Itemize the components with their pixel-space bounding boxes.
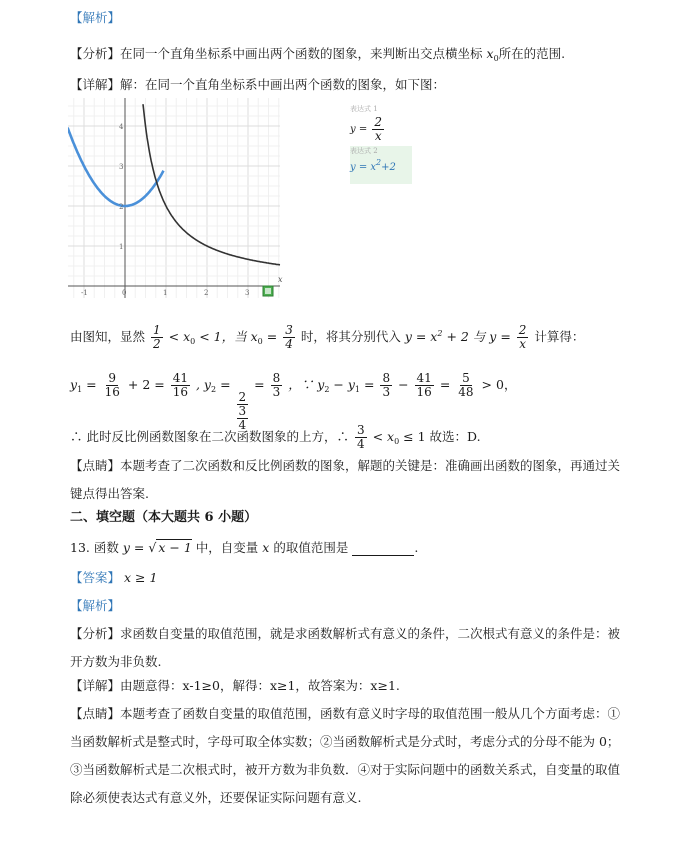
q13-pre: 函数 bbox=[93, 540, 119, 555]
p2-y2-sub: 2 bbox=[211, 385, 217, 394]
legend1-fraction: $\frac{2}{x}$ bbox=[374, 115, 383, 143]
p1-end: 计算得： bbox=[534, 329, 585, 344]
q13-sqrt: √ x − 1 bbox=[148, 540, 192, 555]
xiangjie-paragraph bbox=[70, 77, 445, 93]
x-tick-labels bbox=[81, 289, 249, 297]
y-tick-label: 2 bbox=[119, 203, 124, 211]
q13-post2: 的取值范围是 bbox=[273, 540, 349, 555]
p1-mid3: = bbox=[266, 329, 278, 344]
p2-comma-y2: , y bbox=[195, 377, 211, 392]
legend2-tail: +2 bbox=[381, 162, 396, 173]
p2-diff-mid: − y bbox=[333, 377, 355, 392]
p2-plus2: + 2 = bbox=[127, 377, 165, 392]
p2-frac-a: $\frac{9}{16}$ bbox=[104, 371, 120, 399]
paragraph-conclusion bbox=[70, 424, 481, 451]
p1-expr1-tail: + 2 与 y = bbox=[446, 329, 511, 344]
p2-eq5: = bbox=[439, 377, 451, 392]
quadratic-curve bbox=[68, 128, 164, 206]
legend1-lhs: y = bbox=[350, 124, 368, 135]
section-title: 二、填空题（本大题共 6 小题） bbox=[70, 510, 258, 525]
y-tick-label: 3 bbox=[119, 163, 124, 171]
p2-frac-c: 2 3 4 bbox=[238, 390, 247, 432]
y-tick-label: 1 bbox=[119, 243, 124, 251]
q13-answer-tag: 【答案】 bbox=[70, 570, 121, 585]
p1-sub: 0 bbox=[190, 337, 196, 346]
fenxi-text: 在同一个直角坐标系中画出两个函数的图象，来判断出交点横坐标 bbox=[120, 46, 483, 61]
q13-fenxi-paragraph bbox=[70, 620, 626, 676]
p2-minus: − bbox=[398, 377, 409, 392]
p3-mid: < x bbox=[372, 429, 395, 444]
jiexi-label: 【解析】 bbox=[70, 10, 121, 25]
q13-xiangjie-tag: 【详解】 bbox=[70, 678, 121, 693]
fenxi-sub: 0 bbox=[493, 54, 499, 63]
q13-dianjing-text: 本题考查了函数自变量的取值范围，函数有意义时字母的取值范围一般从几个方面考虑：①当函数解析式是整式时，字母可取全体实数；②当函数解析式是分式时，考虑分式的分母不能为 0；③当函数解析式是二次根式时，被开方数为非负数．④对于实际问题中的函数关系式，自变量的取值除必须使表达式有意义外，还要保证实际问题有意义. bbox=[70, 706, 621, 805]
q13-fenxi-text: 求函数自变量的取值范围，就是求函数解析式有意义的条件，二次根式有意义的条件是：被开方数为非负数. bbox=[70, 626, 621, 669]
x-axis-label: x bbox=[278, 275, 283, 284]
p1-expr1: y = x bbox=[404, 329, 438, 344]
reciprocal-curve bbox=[143, 104, 280, 265]
legend2-tag: 表达式 2 bbox=[350, 147, 378, 155]
p1-mid2: < 1，当 x bbox=[199, 329, 258, 344]
dianjing-text: 本题考查了二次函数和反比例函数的图象，解题的关键是：准确画出函数的图象，再通过关键点得出答案. bbox=[70, 458, 621, 501]
graph-grid bbox=[68, 98, 280, 298]
q13-answer-blank bbox=[352, 543, 414, 556]
xiangjie-tag: 【详解】 bbox=[70, 77, 121, 92]
legend2-expr: y = x bbox=[350, 162, 377, 173]
graph-settings-icon bbox=[265, 288, 271, 294]
x-tick-label: 2 bbox=[204, 289, 209, 297]
p1-frac1: $\frac{1}{2}$ bbox=[153, 323, 161, 351]
p3-end: ≤ 1 故选：D. bbox=[403, 429, 481, 444]
fenxi-tag: 【分析】 bbox=[70, 46, 121, 61]
q13-answer bbox=[70, 570, 157, 586]
p2-end: > 0， bbox=[481, 377, 517, 392]
q13-fenxi-tag: 【分析】 bbox=[70, 626, 121, 641]
dianjing-paragraph bbox=[70, 452, 626, 508]
p2-eq3: = bbox=[254, 377, 265, 392]
p1-frac3: $\frac{2}{x}$ bbox=[518, 323, 527, 351]
legend1-tag: 表达式 1 bbox=[350, 105, 378, 113]
p3-frac: $\frac{3}{4}$ bbox=[356, 423, 365, 451]
question-13 bbox=[70, 540, 418, 556]
q13-number: 13. bbox=[70, 540, 90, 555]
q13-dianjing-tag: 【点睛】 bbox=[70, 706, 121, 721]
p2-frac-f: $\frac{41}{16}$ bbox=[416, 371, 432, 399]
p2-frac-e: $\frac{8}{3}$ bbox=[382, 371, 391, 399]
y-tick-label: 4 bbox=[119, 123, 124, 131]
fenxi-paragraph bbox=[70, 46, 565, 67]
legend-expression-2 bbox=[350, 146, 412, 184]
p1-expr1-exp: 2 bbox=[437, 329, 443, 338]
legend-expression-1 bbox=[350, 104, 412, 143]
legend2-exp: 2 bbox=[376, 158, 382, 167]
p1-mid4: 时，将其分别代入 bbox=[300, 329, 401, 344]
p2-frac-b: $\frac{41}{16}$ bbox=[172, 371, 188, 399]
x-tick-label: 0 bbox=[122, 289, 127, 297]
q13-xiangjie-paragraph bbox=[70, 678, 400, 694]
paragraph-calculation bbox=[70, 372, 516, 432]
function-graph bbox=[68, 98, 396, 304]
p2-frac-g: $\frac{5}{48}$ bbox=[458, 371, 474, 399]
fenxi-var: x bbox=[486, 46, 494, 61]
p2-because-sub: 2 bbox=[324, 385, 330, 394]
q13-radicand: x − 1 bbox=[158, 540, 192, 555]
xiangjie-text: 解：在同一个直角坐标系中画出两个函数的图象，如下图： bbox=[120, 77, 446, 92]
p2-because: ，∵ y bbox=[288, 377, 325, 392]
p2-y1: y bbox=[70, 377, 78, 392]
p2-eq4: = bbox=[363, 377, 375, 392]
q13-xiangjie-text: 由题意得：x-1≥0，解得：x≥1，故答案为：x≥1. bbox=[120, 678, 400, 693]
y-tick-labels bbox=[119, 123, 124, 251]
p1-pre: 由图知，显然 bbox=[70, 329, 146, 344]
q13-post: 中，自变量 bbox=[195, 540, 259, 555]
q13-expr: y = bbox=[122, 540, 145, 555]
q13-dianjing-paragraph bbox=[70, 700, 626, 812]
x-tick-label: 3 bbox=[245, 289, 250, 297]
x-tick-label: 1 bbox=[163, 289, 168, 297]
q13-var: x bbox=[262, 540, 270, 555]
fenxi-end: 所在的范围. bbox=[498, 46, 566, 61]
paragraph-substitution bbox=[70, 324, 584, 351]
p1-frac2: $\frac{3}{4}$ bbox=[285, 323, 293, 351]
p1-sub2: 0 bbox=[257, 337, 263, 346]
p2-frac-d: $\frac{8}{3}$ bbox=[272, 371, 281, 399]
p2-eq: = bbox=[86, 377, 97, 392]
q13-jiexi-label: 【解析】 bbox=[70, 598, 121, 613]
x-tick-label: -1 bbox=[81, 289, 88, 297]
p2-y1-sub: 1 bbox=[77, 385, 83, 394]
dianjing-tag: 【点睛】 bbox=[70, 458, 121, 473]
p3-pre: ∴ 此时反比例函数图象在二次函数图象的上方，∴ bbox=[70, 429, 349, 444]
p1-mid1: < x bbox=[168, 329, 191, 344]
p3-sub: 0 bbox=[394, 437, 400, 446]
q13-end: . bbox=[414, 540, 419, 555]
p2-eq2: = bbox=[220, 377, 231, 392]
p2-diff-sub: 1 bbox=[354, 385, 360, 394]
graph-svg bbox=[68, 98, 350, 304]
q13-answer-value: x ≥ 1 bbox=[124, 570, 158, 585]
